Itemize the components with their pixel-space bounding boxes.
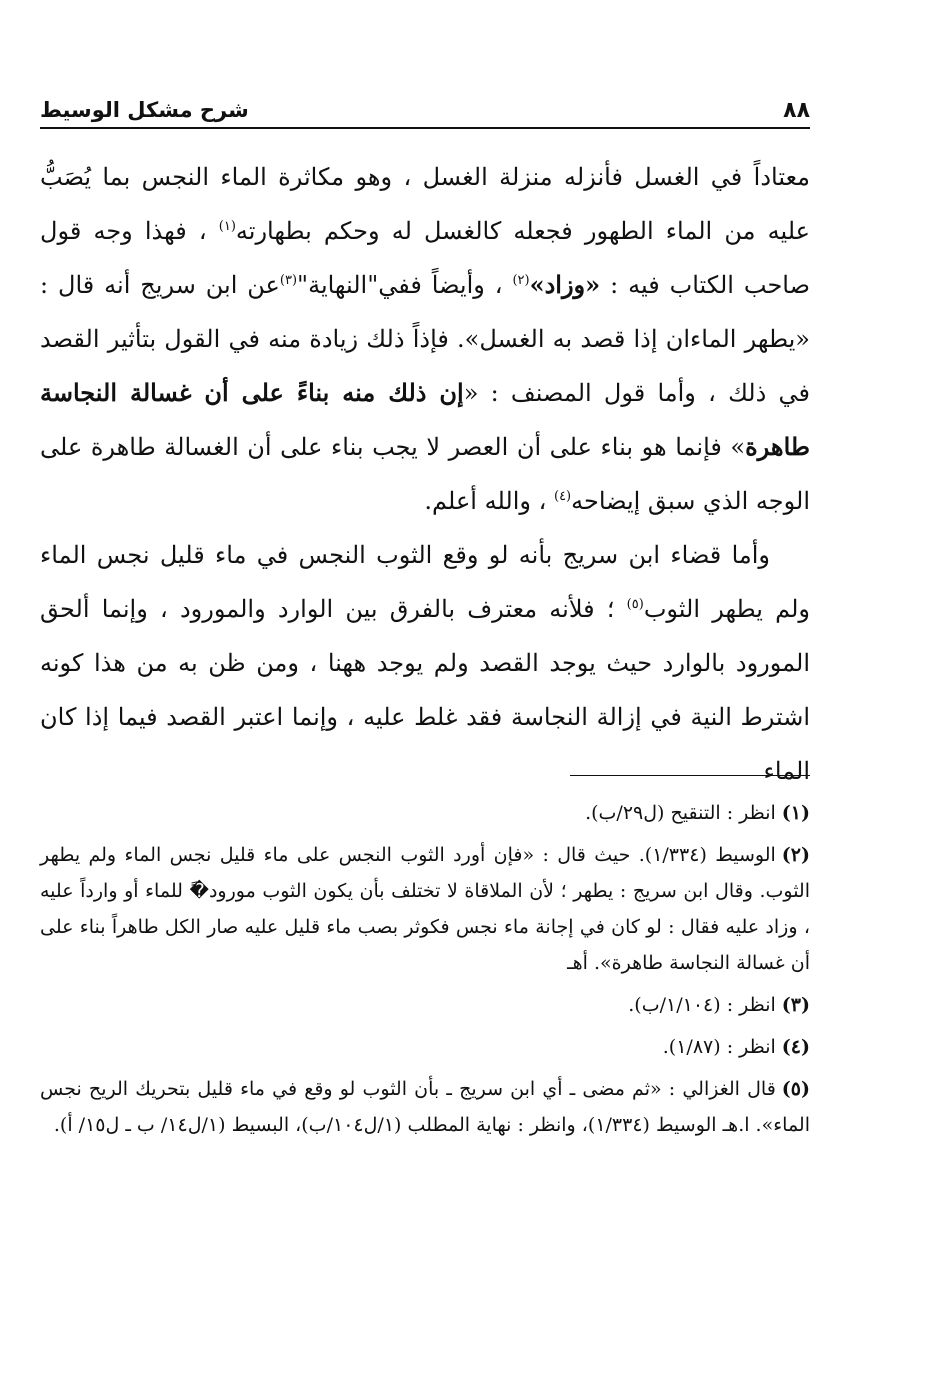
footnote-marker: (٣) xyxy=(781,994,810,1016)
footnote-ref: (٤) xyxy=(553,489,572,504)
footnote-ref: (٢) xyxy=(512,273,530,288)
text-run: عن ابن سريج أنه قال : «يطهر الماءان إذا قصد به الغسل». فإذاً ذلك زيادة منه في القول بتأثير القصد في ذلك ، وأما قول المصنف : « xyxy=(40,271,810,407)
footnote-5 xyxy=(40,1071,810,1143)
header-rule xyxy=(40,127,810,129)
text-run: وأما قضاء ابن سريج بأنه لو وقع الثوب النجس في ماء قليل نجس الماء ولم يطهر الثوب xyxy=(40,541,810,623)
footnote-ref: (٥) xyxy=(626,597,644,612)
footnote-marker: (٢) xyxy=(781,844,811,866)
page-header xyxy=(40,96,810,130)
text-run: » فإنما هو بناء على أن العصر لا يجب بناء على أن الغسالة طاهرة على الوجه الذي سبق إيضاحه xyxy=(40,433,810,515)
footnote-ref: (٣) xyxy=(279,273,298,288)
footnote-marker: (١) xyxy=(781,802,810,824)
footnote-ref: (١) xyxy=(218,219,236,234)
footnote-3 xyxy=(40,987,810,1023)
main-text xyxy=(40,150,810,798)
page-number: ٨٨ xyxy=(783,98,810,123)
footnote-rule xyxy=(570,775,810,776)
bold-quote: إن ذلك منه بناءً على أن غسالة النجاسة طاهرة xyxy=(40,378,810,461)
text-run: ؛ فلأنه معترف بالفرق بين الوارد والمورود ، وإنما ألحق المورود بالوارد حيث يوجد القصد ولم يوجد ههنا ، ومن ظن به من هذا كونه اشترط النية في إزالة النجاسة فقد غلط عليه ، وإنما اعتبر القصد فيما إذا كان الماء xyxy=(40,595,811,785)
bold-quote: «وزاد» xyxy=(529,270,601,299)
footnote-text: انظر : (١/١٠٤/ب). xyxy=(628,994,776,1016)
paragraph-1 xyxy=(40,150,810,528)
footnote-text: الوسيط (١/٣٣٤). حيث قال : «فإن أورد الثوب النجس على ماء قليل نجس الماء ولم يطهر الثوب. وقال ابن سريج : يطهر ؛ لأن الملاقاة لا تختلف بأن يكون الثوب مورود�ً للماء أو وارداً عليه ، وزاد عليه فقال : لو كان في إجانة ماء نجس فكوثر بصب ماء قليل عليه صار الكل طاهراً بناء على أن غسالة النجاسة طاهرة». أهـ xyxy=(40,844,810,974)
text-run: ، فهذا وجه قول صاحب الكتاب فيه : xyxy=(40,217,810,299)
footnote-marker: (٤) xyxy=(781,1036,810,1058)
text-run: ، والله أعلم. xyxy=(424,487,547,515)
text-run: معتاداً في الغسل فأنزله منزلة الغسل ، وهو مكاثرة الماء النجس بما يُصَبُّ عليه من الماء الطهور فجعله كالغسل له وحكم بطهارته xyxy=(40,163,810,245)
footnote-text: انظر : التنقيح (ل٢٩/ب). xyxy=(585,802,776,824)
paragraph-2 xyxy=(40,528,810,798)
footnote-text: قال الغزالي : «ثم مضى ـ أي ابن سريج ـ بأن الثوب لو وقع في ماء قليل بتحريك الريح نجس الماء». ا.هـ الوسيط (١/٣٣٤)، وانظر : نهاية المطلب (١/ل١٠٤/ب)، البسيط (١/ل١٤/ ب ـ ل١٥/ أ). xyxy=(40,1078,810,1136)
footnote-1 xyxy=(40,795,810,831)
text-run: ، وأيضاً ففي"النهاية" xyxy=(297,271,503,299)
footnotes xyxy=(40,795,810,1149)
footnote-4 xyxy=(40,1029,810,1065)
footnote-marker: (٥) xyxy=(781,1078,810,1100)
footnote-text: انظر : (١/٨٧). xyxy=(662,1036,776,1058)
footnote-2 xyxy=(40,837,810,981)
running-title: شرح مشكل الوسيط xyxy=(40,98,249,122)
